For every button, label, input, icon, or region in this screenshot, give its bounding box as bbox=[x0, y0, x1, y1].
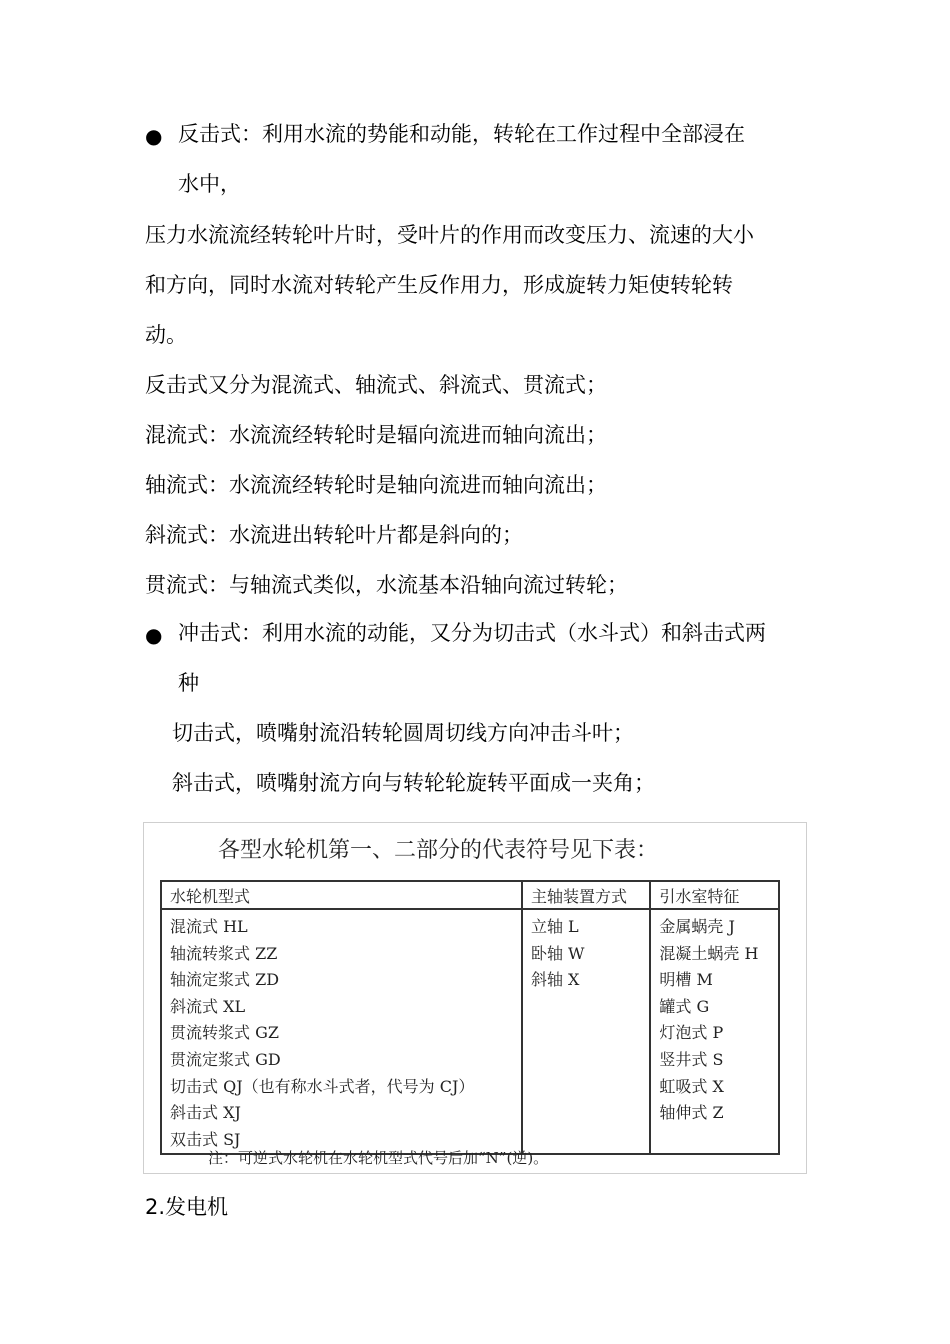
table-header-row bbox=[161, 881, 779, 909]
figure-note: 注：可逆式水轮机在水轮机型式代号后加“N”(逆)。 bbox=[208, 1149, 549, 1167]
shaft-arrangement-cell bbox=[522, 909, 650, 1154]
list-item: 竖井式 S bbox=[659, 1049, 724, 1069]
list-item: 混凝土蜗壳 H bbox=[659, 943, 759, 963]
list-item: 双击式 SJ bbox=[170, 1129, 241, 1149]
axial-flow-text: 轴流式：水流流经转轮时是轴向流进而轴向流出； bbox=[145, 473, 607, 497]
list-item: 斜击式 XJ bbox=[170, 1103, 241, 1123]
list-item: 斜轴 X bbox=[530, 970, 580, 990]
impulse-bullet-line2: 种 bbox=[178, 671, 199, 695]
reaction-desc-line3: 动。 bbox=[145, 323, 187, 347]
header-shaft-arrangement: 主轴装置方式 bbox=[522, 881, 650, 909]
list-item: 轴伸式 Z bbox=[659, 1103, 724, 1123]
mixed-flow-text: 混流式：水流流经转轮时是辐向流进而轴向流出； bbox=[145, 423, 607, 447]
list-item: 切击式 QJ（也有称水斗式者，代号为 CJ） bbox=[170, 1076, 475, 1096]
reaction-bullet-line2: 水中， bbox=[178, 172, 241, 196]
list-item: 立轴 L bbox=[530, 917, 579, 936]
list-item: 轴流转浆式 ZZ bbox=[170, 943, 278, 963]
list-item: 轴流定浆式 ZD bbox=[170, 970, 280, 990]
list-item: 卧轴 W bbox=[530, 943, 585, 963]
pelton-text: 切击式，喷嘴射流沿转轮圆周切线方向冲击斗叶； bbox=[172, 721, 634, 745]
impulse-bullet-line1: 冲击式：利用水流的动能，又分为切击式（水斗式）和斜击式两 bbox=[178, 621, 766, 645]
reaction-desc-line2: 和方向，同时水流对转轮产生反作用力，形成旋转力矩使转轮转 bbox=[145, 273, 733, 297]
list-item: 贯流转浆式 GZ bbox=[170, 1023, 279, 1043]
list-item: 虹吸式 X bbox=[659, 1076, 724, 1096]
list-item: 金属蜗壳 J bbox=[659, 917, 735, 936]
header-intake-chamber: 引水室特征 bbox=[650, 881, 779, 909]
list-item: 灯泡式 P bbox=[659, 1023, 724, 1043]
reaction-types: 反击式又分为混流式、轴流式、斜流式、贯流式； bbox=[145, 373, 607, 397]
figure-title: 各型水轮机第一、二部分的代表符号见下表： bbox=[218, 838, 659, 863]
turbine-code-figure bbox=[143, 822, 807, 1174]
list-item: 贯流定浆式 GD bbox=[170, 1049, 281, 1069]
bullet-dot: ● bbox=[145, 623, 163, 647]
list-item: 明槽 M bbox=[659, 970, 713, 990]
list-item: 混流式 HL bbox=[170, 917, 248, 936]
turbine-type-cell bbox=[161, 909, 522, 1154]
reaction-desc-line1: 压力水流流经转轮叶片时，受叶片的作用而改变压力、流速的大小 bbox=[145, 223, 754, 247]
section-heading: 2.发电机 bbox=[145, 1195, 229, 1219]
list-item: 斜流式 XL bbox=[170, 996, 246, 1016]
header-turbine-type: 水轮机型式 bbox=[161, 881, 522, 909]
diagonal-flow-text: 斜流式：水流进出转轮叶片都是斜向的； bbox=[145, 523, 523, 547]
turgo-text: 斜击式，喷嘴射流方向与转轮轮旋转平面成一夹角； bbox=[172, 771, 655, 795]
intake-chamber-cell bbox=[650, 909, 779, 1154]
list-item: 罐式 G bbox=[659, 996, 710, 1016]
bullet-dot: ● bbox=[145, 124, 163, 148]
table-row bbox=[161, 909, 779, 1154]
reaction-bullet-line1: 反击式：利用水流的势能和动能，转轮在工作过程中全部浸在 bbox=[178, 122, 745, 146]
turbine-code-table bbox=[160, 880, 780, 1155]
tubular-flow-text: 贯流式：与轴流式类似，水流基本沿轴向流过转轮； bbox=[145, 573, 628, 597]
